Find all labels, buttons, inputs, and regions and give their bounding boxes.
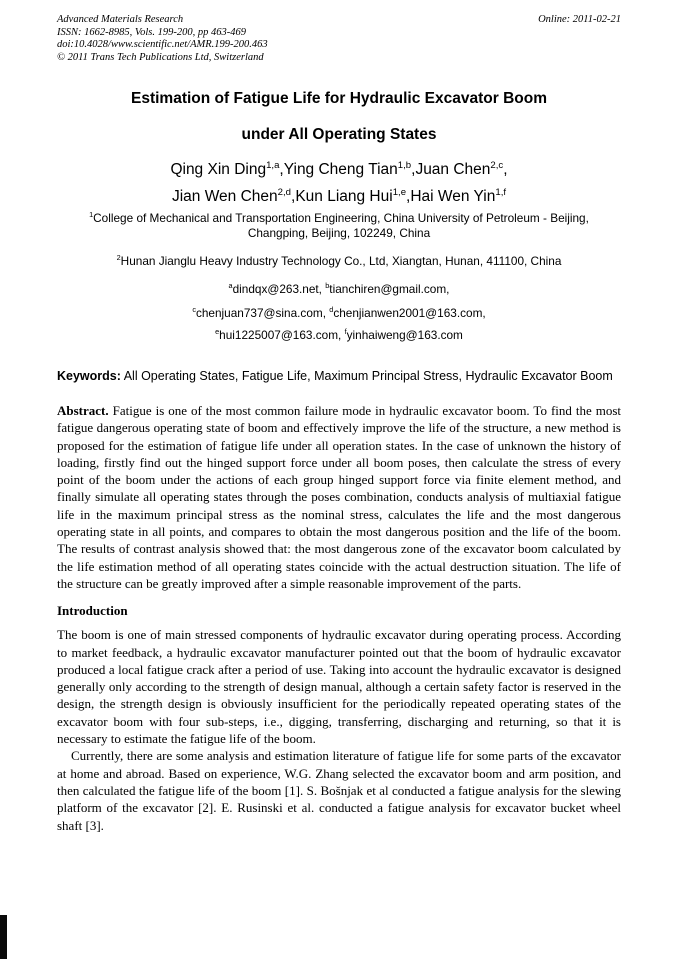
email-address: chenjianwen2001@163.com, — [333, 306, 486, 320]
keywords-paragraph — [57, 367, 621, 385]
email-line-1 — [57, 282, 621, 297]
author — [295, 188, 410, 205]
affiliation-2-text: Hunan Jianglu Heavy Industry Technology Co., Ltd, Xiangtan, Hunan, 411100, China — [120, 254, 562, 268]
affiliation-1-line-1: College of Mechanical and Transportation Engineering, China University of Petroleum - Beijing, — [93, 211, 589, 225]
author-name: Jian Wen Chen — [171, 188, 278, 205]
journal-issn-line: ISSN: 1662-8985, Vols. 199-200, pp 463-469 — [57, 26, 246, 38]
journal-info — [57, 14, 268, 64]
abstract-text: Fatigue is one of the most common failure mode in hydraulic excavator boom. To find the most fatigue dangerous operating state of boom and effectively improve the life of the structure, a new method is proposed for the estimation of fatigue life under all operation states. In the case of unknown the history of loading, firstly find out the hinged support force under all boom poses, then calculate the stress of every point of the boom under the actions of each group hinged support force via finite element method, and finally simulate all operating states through the poses combination, conducts analysis of multiaxial fatigue life in the maximum principal stress as the nominal stress, calculates the life and the most dangerous operating state in all points, and compares to obtain the most dangerous position and the life of the boom. The results of contrast analysis showed that: the most dangerous zone of the excavator boom calculated by the life estimation method of all operating states coincide with the actual destruction situation. The life of the structure can be greatly improved after a simple reasonable improvement of the parts. — [57, 403, 622, 591]
author-affiliation-sup: 1,f — [495, 186, 507, 198]
author — [415, 161, 507, 178]
introduction-paragraph-2: Currently, there are some analysis and estimation literature of fatigue life for some parts of the excavator at home and abroad. Based on experience, W.G. Zhang selected the excavator boom and arm position, and then calculated the fatigue life of the boom [1]. S. Bošnjak et al conducted a fatigue analysis for the slewing platform of the excavator [2]. E. Rusinski et al. conducted a fatigue analysis for excavator bucket wheel shaft [3]. — [57, 748, 621, 833]
introduction-paragraph-1: The boom is one of main stressed components of hydraulic excavator during operating process. According to market feedback, a hydraulic excavator manufacturer pointed out that the boom of hydraulic excavator produced a local fatigue crack after a period of use. Taking into account the hydraulic excavator is designed generally only according to the strength of design manual, although a certain safety factor is reserved in the design, the strength design is obviously insufficient for the periodically repeated operating states of the excavator boom with four sub-steps, i.e., digging, transferring, discharging and returning, so that it is necessary to estimate the fatigue life of the boom. — [57, 627, 621, 747]
email-sup: b — [325, 281, 330, 291]
author — [410, 188, 506, 205]
author-name: Hai Wen Yin — [410, 188, 496, 205]
journal-header — [57, 14, 621, 64]
email-sup: f — [344, 327, 347, 337]
author — [172, 188, 295, 205]
authors-line-1 — [57, 160, 621, 180]
affiliation-2-sup: 2 — [116, 253, 121, 263]
author-affiliation-sup: 2,d — [277, 186, 291, 198]
email-sup: d — [329, 305, 334, 315]
author-separator: , — [406, 188, 411, 205]
author — [284, 161, 416, 178]
online-date: Online: 2011-02-21 — [538, 14, 621, 25]
journal-title: Advanced Materials Research — [57, 14, 184, 25]
author-separator: , — [279, 161, 284, 178]
email-sup: c — [192, 305, 196, 315]
introduction-heading: Introduction — [57, 603, 128, 619]
author-affiliation-sup: 1,e — [392, 186, 407, 198]
email-line-2 — [57, 306, 621, 321]
author-affiliation-sup: 1,a — [266, 159, 280, 171]
author-name: Kun Liang Hui — [295, 188, 393, 205]
abstract-paragraph — [57, 402, 621, 592]
affiliation-1-line-2: Changping, Beijing, 102249, China — [247, 226, 431, 240]
paper-title-line-2: under All Operating States — [241, 126, 437, 143]
page-edge-scan-mark — [0, 915, 7, 959]
affiliation-1-sup: 1 — [89, 210, 94, 220]
author-separator: , — [503, 161, 508, 178]
keywords-text: All Operating States, Fatigue Life, Maximum Principal Stress, Hydraulic Excavator Boom — [123, 369, 613, 383]
email-address: hui1225007@163.com, — [219, 328, 345, 342]
paper-title-line-1: Estimation of Fatigue Life for Hydraulic Excavator Boom — [131, 90, 547, 107]
email-sup: e — [215, 327, 220, 337]
author-affiliation-sup: 1,b — [397, 159, 412, 171]
email-address: yinhaiweng@163.com — [346, 328, 463, 342]
email-sup: a — [228, 281, 233, 291]
email-address: dindqx@263.net, — [232, 282, 326, 296]
affiliation-2 — [57, 254, 621, 269]
author-separator: , — [291, 188, 296, 205]
author-name: Qing Xin Ding — [170, 161, 267, 178]
affiliation-1 — [57, 211, 621, 241]
email-address: tianchiren@gmail.com, — [329, 282, 450, 296]
author-name: Juan Chen — [415, 161, 491, 178]
journal-doi-line: doi:10.4028/www.scientific.net/AMR.199-200.463 — [57, 39, 268, 50]
author-name: Ying Cheng Tian — [283, 161, 398, 178]
author-separator: , — [411, 161, 416, 178]
author — [170, 161, 283, 178]
keywords-label: Keywords: — [57, 369, 121, 383]
authors-line-2 — [57, 187, 621, 207]
email-address: chenjuan737@sina.com, — [195, 306, 330, 320]
abstract-label: Abstract. — [57, 403, 109, 418]
journal-copyright-line: © 2011 Trans Tech Publications Ltd, Switzerland — [57, 51, 264, 63]
author-affiliation-sup: 2,c — [490, 159, 504, 171]
email-line-3 — [57, 328, 621, 343]
